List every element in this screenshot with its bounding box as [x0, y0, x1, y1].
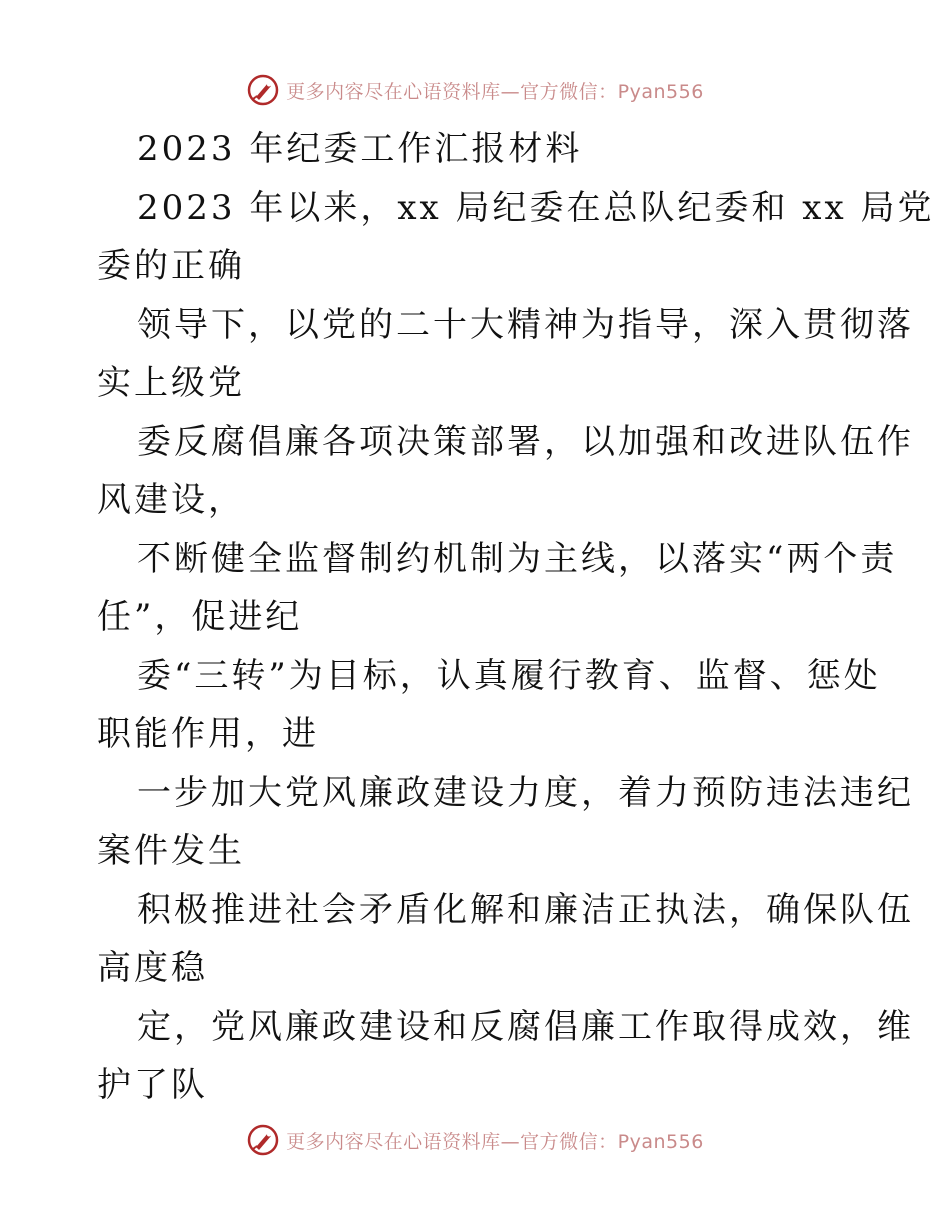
watermark-text: 更多内容尽在心语资料库—官方微信：Pyan556: [286, 80, 704, 103]
paragraph-line: 高度稳: [97, 948, 208, 988]
pen-nib-logo-icon: [246, 1123, 280, 1157]
paragraph-line: 任”，促进纪: [97, 597, 303, 637]
header-watermark: [0, 70, 950, 110]
paragraph-line: 实上级党: [97, 363, 245, 403]
document-body: [97, 120, 935, 1115]
paragraph-line: 委“三转”为目标，认真履行教育、监督、惩处: [137, 655, 881, 696]
paragraph-line: 不断健全监督制约机制为主线，以落实“两个责: [137, 538, 898, 579]
paragraph-line: 领导下，以党的二十大精神为指导，深入贯彻落: [137, 304, 914, 345]
paragraph-line: 积极推进社会矛盾化解和廉洁正执法，确保队伍: [137, 889, 914, 930]
paragraph-line: 2023 年以来，xx 局纪委在总队纪委和 xx 局党: [137, 187, 935, 228]
paragraph-line: 一步加大党风廉政建设力度，着力预防违法违纪: [137, 772, 914, 813]
paragraph-line: 职能作用，进: [97, 714, 319, 754]
paragraph-line: 委的正确: [97, 246, 245, 286]
paragraph-line: 风建设，: [97, 480, 245, 520]
paragraph-line: 委反腐倡廉各项决策部署，以加强和改进队伍作: [137, 421, 914, 462]
footer-watermark: [0, 1120, 950, 1160]
paragraph-line: 案件发生: [97, 831, 245, 871]
pen-nib-logo-icon: [246, 73, 280, 107]
document-title: 2023 年纪委工作汇报材料: [137, 129, 583, 169]
paragraph-line: 护了队: [97, 1065, 208, 1105]
paragraph-line: 定，党风廉政建设和反腐倡廉工作取得成效，维: [137, 1006, 914, 1047]
watermark-text: 更多内容尽在心语资料库—官方微信：Pyan556: [286, 1130, 704, 1153]
